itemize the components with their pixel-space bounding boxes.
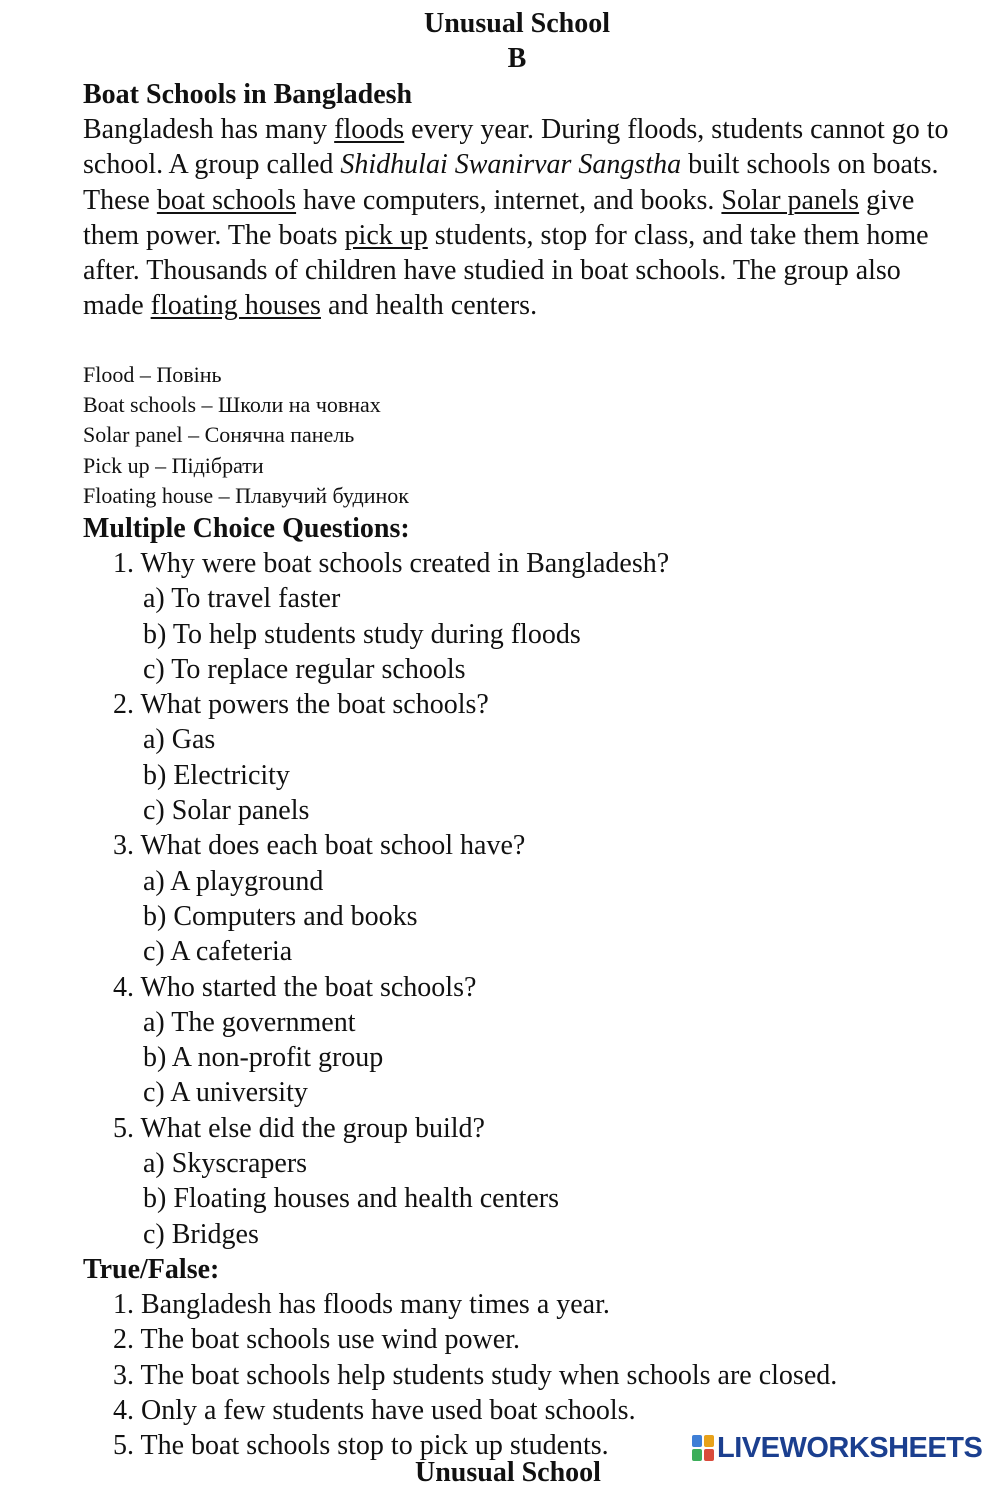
underlined-term: pick up — [344, 219, 428, 251]
paragraph-text: students, stop for class, and take them home after. Thousands of children have studied in boat schools. The group also made — [83, 219, 929, 322]
mcq-question: 1. Why were boat schools created in Bangladesh? — [113, 548, 670, 579]
page-variant: B — [507, 43, 527, 74]
mcq-option: a) To travel faster — [143, 583, 341, 615]
true-false-item: 2. The boat schools use wind power. — [113, 1324, 520, 1356]
mcq-question: 4. Who started the boat schools? — [113, 971, 477, 1003]
mcq-option: c) Solar panels — [143, 795, 310, 827]
mcq-question: 2. What powers the boat schools? — [113, 689, 489, 721]
mcq-option: b) To help students study during floods — [143, 618, 581, 650]
mcq-option: a) Gas — [143, 724, 216, 756]
underlined-term: boat schools — [156, 184, 297, 216]
liveworksheets-watermark — [692, 1432, 988, 1464]
underlined-term: floating houses — [150, 290, 321, 322]
article-paragraph — [83, 112, 963, 324]
organization-name: Shidhulai Swanirvar Sangstha — [340, 149, 682, 181]
logo-tile — [692, 1435, 702, 1447]
liveworksheets-logo-icon — [692, 1435, 714, 1461]
vocabulary-item: Flood – Повінь — [83, 362, 222, 387]
mcq-list — [83, 546, 669, 1252]
true-false-item: 3. The boat schools help students study when schools are closed. — [113, 1359, 838, 1391]
vocabulary-list — [83, 360, 409, 511]
paragraph-text: every year. During floods, students cannot go to school. A group called — [83, 114, 949, 181]
mcq-option: b) A non-profit group — [143, 1042, 384, 1074]
vocabulary-item: Solar panel – Сонячна панель — [83, 422, 355, 448]
paragraph-text: and health centers. — [320, 290, 538, 322]
logo-tile — [692, 1449, 702, 1461]
mcq-option: c) To replace regular schools — [143, 653, 466, 685]
vocabulary-item: Pick up – Підібрати — [83, 452, 264, 478]
mcq-option: b) Floating houses and health centers — [143, 1183, 560, 1215]
mcq-option: b) Electricity — [143, 759, 290, 791]
underlined-term: floods — [334, 114, 405, 145]
mcq-option: c) A cafeteria — [143, 936, 293, 968]
vocabulary-item: Floating house – Плавучий будинок — [83, 482, 409, 508]
mcq-question: 3. What does each boat school have? — [113, 830, 526, 862]
true-false-item: 4. Only a few students have used boat schools. — [113, 1394, 636, 1426]
mcq-option: a) The government — [143, 1006, 356, 1038]
mcq-option: c) A university — [143, 1077, 308, 1109]
mcq-option: b) Computers and books — [143, 900, 418, 932]
mcq-heading: Multiple Choice Questions: — [83, 513, 410, 544]
paragraph-text: Bangladesh has many — [83, 114, 335, 145]
mcq-option: a) A playground — [143, 865, 324, 897]
true-false-item: 1. Bangladesh has floods many times a year. — [113, 1289, 610, 1320]
logo-tile — [704, 1435, 714, 1447]
paragraph-text: give them power. The boats — [83, 184, 915, 251]
paragraph-text: built schools on boats. These — [83, 149, 939, 216]
true-false-item: 5. The boat schools stop to pick up students. — [113, 1430, 609, 1462]
underlined-term: Solar panels — [721, 184, 860, 216]
vocabulary-item: Boat schools – Школи на човнах — [83, 392, 381, 418]
next-page-title: Unusual School — [415, 1457, 601, 1488]
liveworksheets-wordmark: LIVEWORKSHEETS — [717, 1431, 983, 1464]
logo-tile — [704, 1449, 714, 1461]
mcq-option: c) Bridges — [143, 1218, 259, 1250]
article-heading: Boat Schools in Bangladesh — [83, 79, 413, 110]
true-false-heading: True/False: — [83, 1254, 220, 1285]
mcq-question: 5. What else did the group build? — [113, 1112, 485, 1144]
page-title: Unusual School — [424, 8, 610, 39]
mcq-option: a) Skyscrapers — [143, 1148, 308, 1180]
paragraph-text: have computers, internet, and books. — [296, 184, 722, 216]
